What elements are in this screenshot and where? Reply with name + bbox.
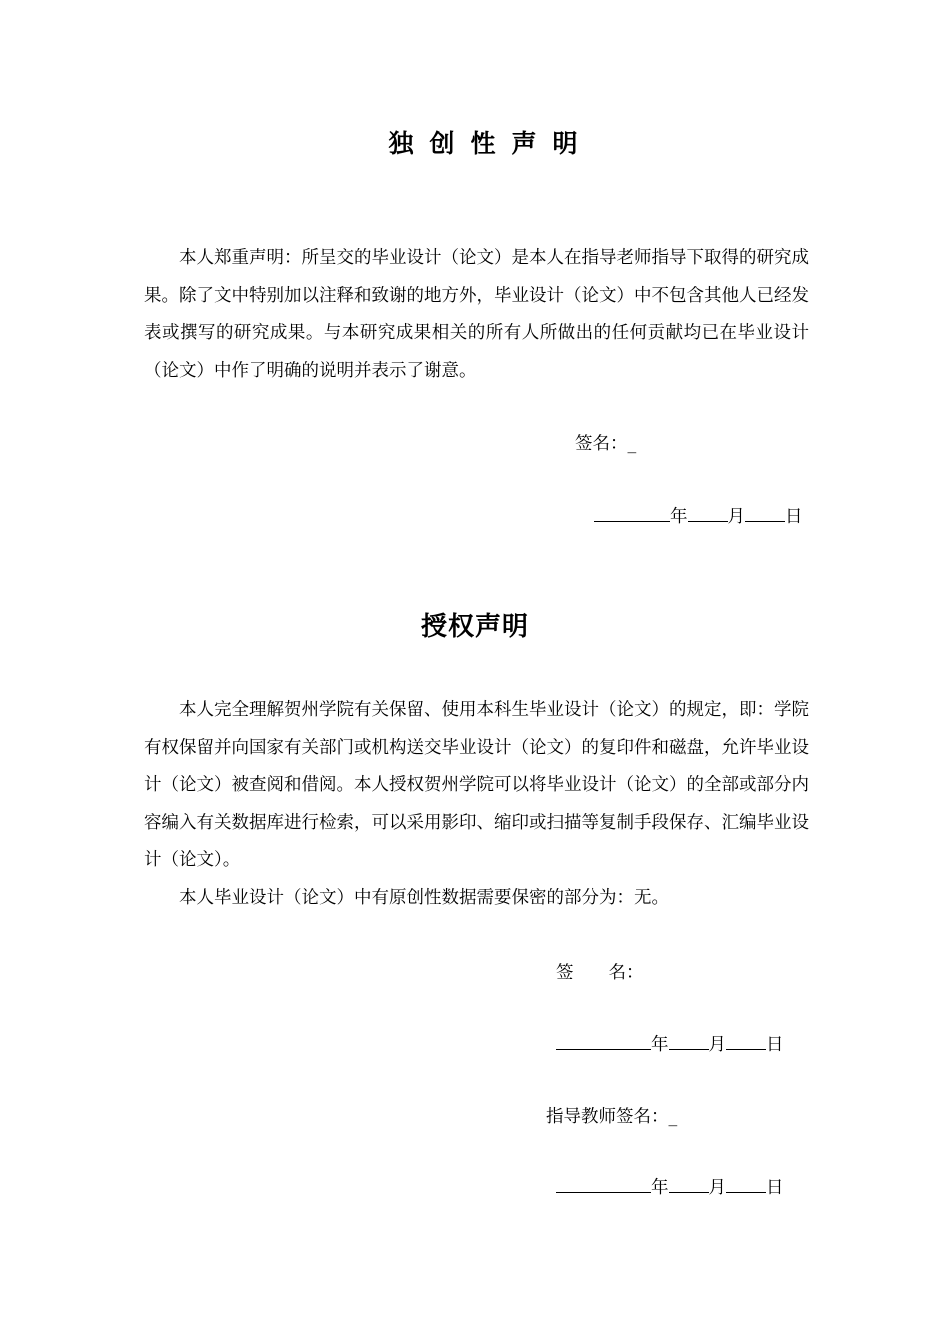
authorization-date-line xyxy=(556,1031,784,1056)
originality-paragraph: 本人郑重声明：所呈交的毕业设计（论文）是本人在指导老师指导下取得的研究成果。除了文中特别加以注释和致谢的地方外，毕业设计（论文）中不包含其他人已经发表或撰写的研究成果。与本研究成果相关的所有人所做出的任何贡献均已在毕业设计（论文）中作了明确的说明并表示了谢意。 xyxy=(144,248,809,381)
signature-blank: _ xyxy=(627,434,637,454)
year-blank xyxy=(556,1033,651,1050)
signature-label: 签 名： xyxy=(556,963,644,983)
day-label: 日 xyxy=(766,1035,784,1055)
originality-title: 独创性声明 xyxy=(388,129,594,158)
day-blank xyxy=(745,505,785,522)
advisor-signature-label: 指导教师签名： xyxy=(546,1107,669,1127)
authorization-paragraph: 本人完全理解贺州学院有关保留、使用本科生毕业设计（论文）的规定，即：学院有权保留并向国家有关部门或机构送交毕业设计（论文）的复印件和磁盘，允许毕业设计（论文）被查阅和借阅。本人授权贺州学院可以将毕业设计（论文）的全部或部分内容编入有关数据库进行检索，可以采用影印、缩印或扫描等复制手段保存、汇编毕业设计（论文）。 xyxy=(144,700,809,870)
month-label: 月 xyxy=(708,1035,726,1055)
day-label: 日 xyxy=(766,1178,784,1198)
originality-date-line xyxy=(594,503,803,528)
year-blank xyxy=(556,1176,651,1193)
year-label: 年 xyxy=(651,1035,669,1055)
signature-label: 签名： xyxy=(575,434,628,454)
month-label: 月 xyxy=(708,1178,726,1198)
day-blank xyxy=(726,1033,766,1050)
originality-signature-line xyxy=(575,430,636,455)
day-blank xyxy=(726,1176,766,1193)
month-blank xyxy=(669,1033,709,1050)
confidential-paragraph: 本人毕业设计（论文）中有原创性数据需要保密的部分为：无。 xyxy=(179,888,669,908)
day-label: 日 xyxy=(785,507,803,527)
month-blank xyxy=(688,505,728,522)
advisor-date-line xyxy=(556,1174,784,1199)
month-blank xyxy=(669,1176,709,1193)
advisor-signature-blank: _ xyxy=(668,1107,678,1127)
month-label: 月 xyxy=(727,507,745,527)
year-label: 年 xyxy=(651,1178,669,1198)
authorization-title: 授权声明 xyxy=(420,612,529,642)
year-label: 年 xyxy=(670,507,688,527)
authorization-signature-line xyxy=(556,959,644,984)
year-blank xyxy=(594,505,670,522)
advisor-signature-line xyxy=(546,1103,677,1128)
